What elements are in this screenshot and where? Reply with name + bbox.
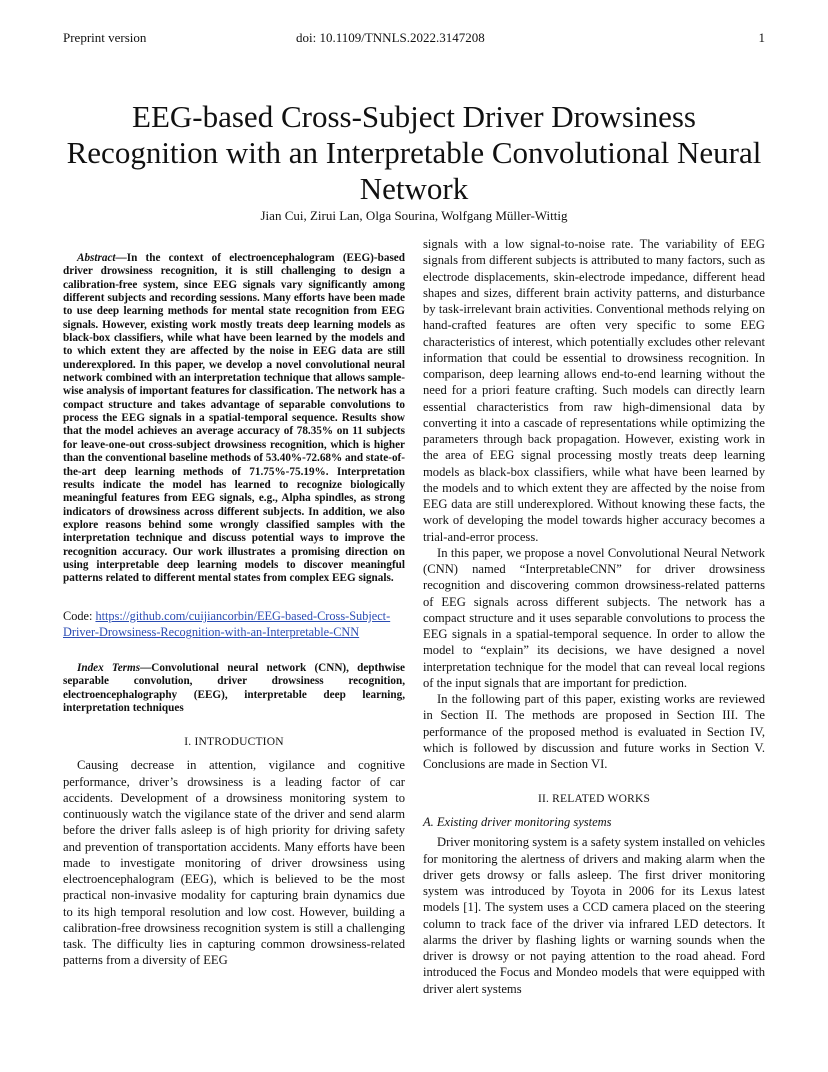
abstract-text: —In the context of electroencephalogram (EEG)-based driver drowsiness recognition, it is still challenging to design a calibration-free system, since EEG signals vary significantly among different subjects and recording sessions. Many efforts have been made to use deep learning methods for mental state recognition from EEG signals. However, existing work mostly treats deep learning models as black-box classifiers, while what have been learned by the models and to which extent they are affected by the noise in EEG data are still underexplored. In this paper, we develop a novel convolutional neural network combined with an interpretation technique that allows sample-wise analysis of important features for classification. The network has a compact structure and takes advantage of separable convolutions to process the EEG signals in a spatial-temporal sequence. Results show that the model achieves an average accuracy of 78.35% on 11 subjects for leave-one-out cross-subject drowsiness recognition, which is higher than the conventional baseline methods of 53.40%-72.68% and state-of-the-art deep learning methods of 71.75%-75.19%. Interpretation results indicate the model has learned to recognize biologically meaningful features from EEG signals, e.g., Alpha spindles, as strong indicators of drowsiness across different subjects. In addition, we also explore reasons behind some wrongly classified samples with the interpretation technique and discuss potential ways to improve the recognition accuracy. Our work illustrates a promising direction on using interpretable deep learning models to discover meaningful patterns related to different mental states from complex EEG signals. [63, 252, 405, 585]
intro-paragraph-1: Causing decrease in attention, vigilance and cognitive performance, driver’s drowsiness is a leading factor of car accidents. Development of a drowsiness monitoring system to continuously watch the vigilance state of the driver and send alarm before the driver falls asleep is of high priority for driving safety and prevention of transportation accidents. Many efforts have been made to investigate monitoring of driver drowsiness using electroencephalogram (EEG), which is believed to be the most practical non-invasive modality for capturing brain dynamics due to its high temporal resolution and low cost. However, building a calibration-free drowsiness recognition system is still a challenging task. The difficulty lies in capturing common drowsiness-related patterns from a diversity of EEG [63, 758, 405, 968]
section-heading-related-works: II. RELATED WORKS [537, 793, 651, 806]
subsection-heading-driver-monitoring: A. Existing driver monitoring systems [423, 815, 612, 830]
code-availability [63, 608, 405, 640]
index-terms-text: —Convolutional neural network (CNN), depthwise separable convolution, driver drowsiness recognition, electroencephalography (EEG), interpretable deep learning, interpretation techniques [63, 662, 405, 715]
intro-paragraph-1-continued: signals with a low signal-to-noise rate. The variability of EEG signals from different subjects is attributed to many factors, such as electrode displacements, skin-electrode impedance, different head shapes and sizes, different brain activity patterns, and disturbance by task-irrelevant brain activities. Conventional methods relying on hand-crafted features are often very specific to some EEG characteristics of interest, which potentially excludes other relevant information that could be essential to drowsiness recognition. In comparison, deep learning allows end-to-end learning without the need for a priori feature crafting. Such models can directly learn essential characteristics from raw high-dimensional data by converting it into a cascade of representations while optimizing the parameters through back propagation. However, existing work in the area of EEG signal processing mostly treats deep learning models as black-box classifiers, while what have been learned by the models and to which extent they are affected by the noise from EEG data are still underexplored. Without knowing these facts, the work of developing the model towards higher accuracy becomes a trial-and-error process. [423, 237, 765, 544]
section-heading-introduction: I. INTRODUCTION [184, 736, 284, 749]
index-terms [63, 662, 405, 715]
intro-paragraph-2: In this paper, we propose a novel Convolutional Neural Network (CNN) named “InterpretableCNN” for driver drowsiness recognition and discovering common drowsiness-related patterns of EEG signals across different subjects. The network has a compact structure and it uses separable convolutions to process the EEG signals in a spatial-temporal sequence. In order to allow the model to “explain” its decisions, we have designed a novel interpretation technique for the model that can reveal local regions of the input signals that are important for prediction. [423, 545, 765, 690]
code-link[interactable]: https://github.com/cuijiancorbin/EEG-based-Cross-Subject-Driver-Drowsiness-Recognition-with-an-Interpretable-CNN [63, 608, 391, 639]
author-list: Jian Cui, Zirui Lan, Olga Sourina, Wolfgang Müller-Wittig [260, 208, 568, 223]
abstract-label: Abstract [77, 252, 116, 264]
paper-title: EEG-based Cross-Subject Driver Drowsiness Recognition with an Interpretable Convolutional Neural Network [66, 98, 762, 206]
related-works-paragraph-1: Driver monitoring system is a safety system installed on vehicles for monitoring the alertness of drivers and making alarm when the driver gets drowsy or falls asleep. The first driver monitoring system was introduced by Toyota in 2006 for its Lexus latest models [1]. The system uses a CCD camera placed on the steering column to track face of the driver via infrared LED detectors. It alarms the driver by flashing lights or warning sounds when the driver is drowsy or not paying attention to the road ahead. Ford introduced the Focus and Mondeo models that were equipped with driver alert systems [423, 835, 765, 996]
intro-paragraph-3: In the following part of this paper, existing works are reviewed in Section II. The methods are proposed in Section III. The performance of the proposed method is evaluated in Section IV, which is followed by discussion and future works in Section V. Conclusions are made in Section VI. [423, 692, 765, 771]
code-label: Code: [63, 608, 96, 623]
abstract [63, 252, 405, 586]
right-column [423, 236, 765, 997]
left-column [63, 252, 405, 969]
doi-header: doi: 10.1109/TNNLS.2022.3147208 [296, 30, 485, 45]
page-number: 1 [758, 30, 765, 45]
index-terms-label: Index Terms [77, 662, 141, 674]
running-header-left: Preprint version [63, 30, 147, 45]
